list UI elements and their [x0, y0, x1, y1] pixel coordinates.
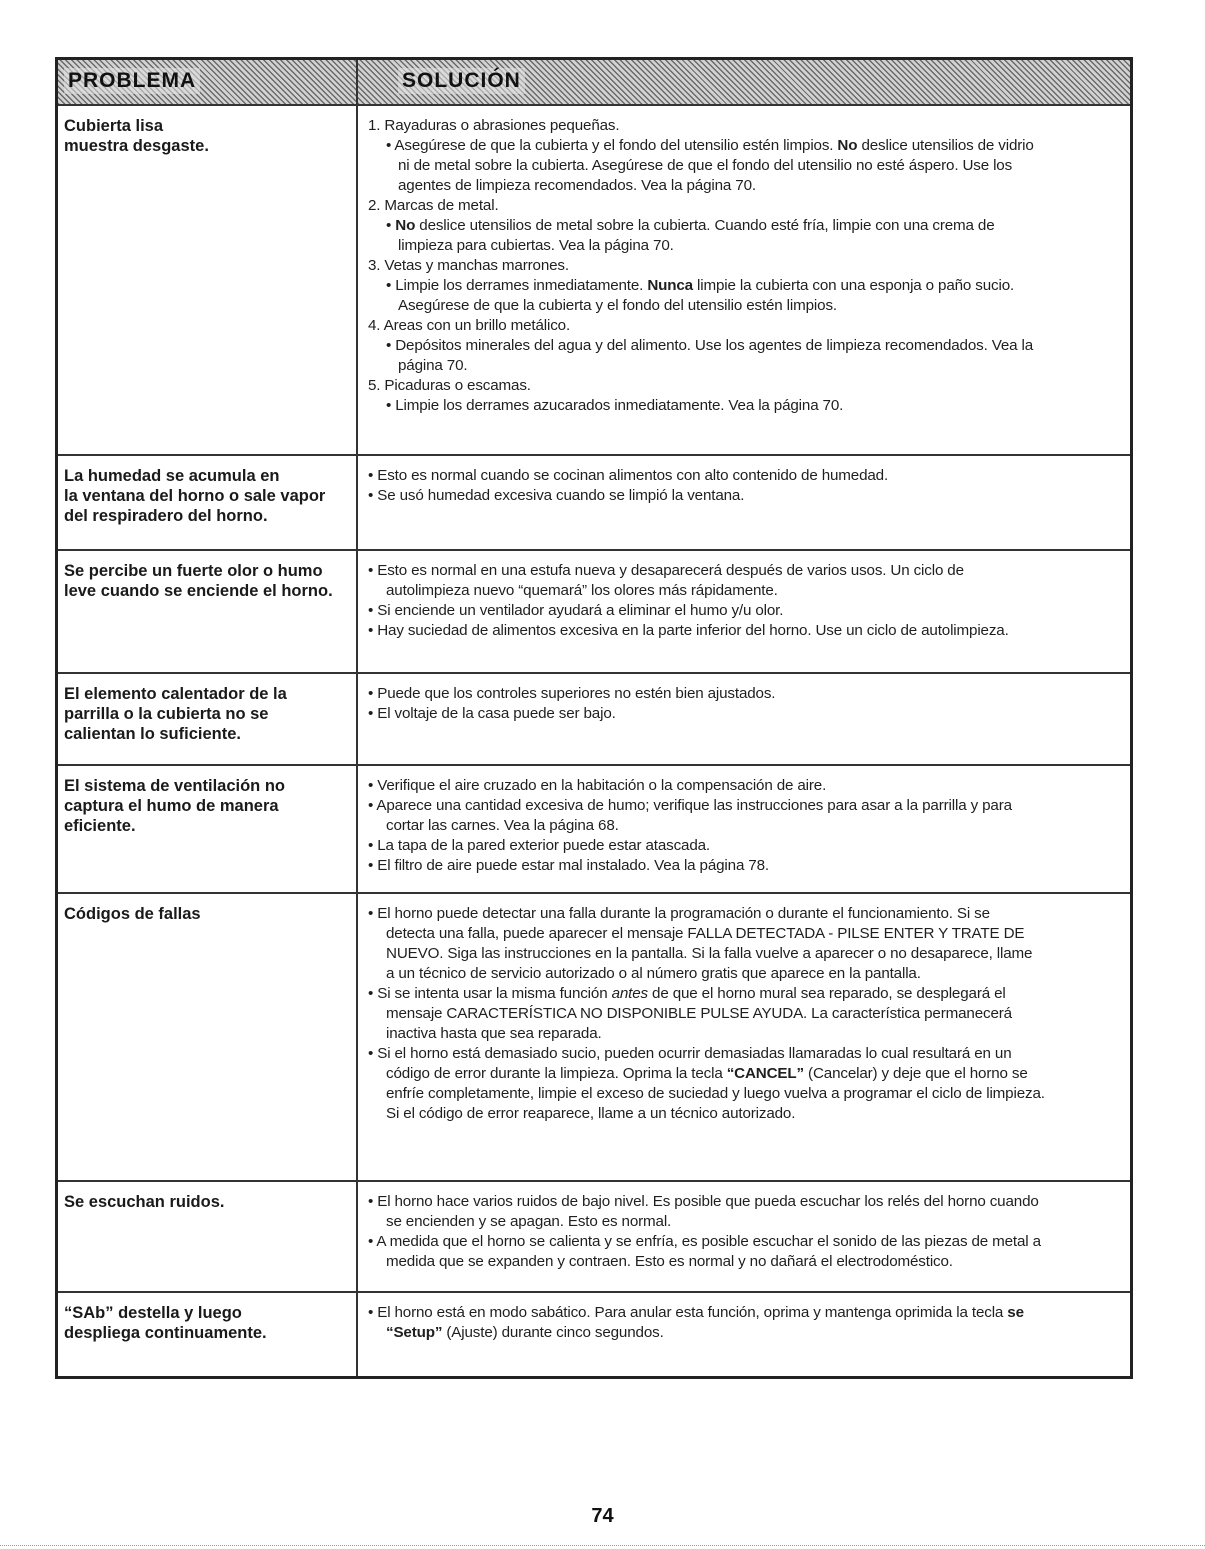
problem-text: muestra desgaste. [64, 137, 209, 155]
problem-text: leve cuando se enciende el horno. [64, 582, 333, 600]
column-divider [356, 674, 358, 764]
problem-text: La humedad se acumula en [64, 467, 280, 485]
solution-text: 2. Marcas de metal. [368, 197, 499, 214]
solution-text: Asegúrese de que la cubierta y el fondo del utensilio estén limpios. [398, 297, 837, 314]
problem-text: captura el humo de manera [64, 797, 279, 815]
solution-text: • Depósitos minerales del agua y del alimento. Use los agentes de limpieza recomendados. Vea la [386, 337, 1034, 354]
solution-text: • Verifique el aire cruzado en la habitación o la compensación de aire. [368, 777, 827, 794]
solution-text: agentes de limpieza recomendados. Vea la página 70. [398, 177, 756, 194]
problem-text: “SAb” destella y luego [64, 1304, 242, 1322]
solution-line [368, 704, 1128, 724]
problem-text: despliega continuamente. [64, 1324, 267, 1342]
page-edge [0, 1545, 1205, 1547]
solution-text: • El horno hace varios ruidos de bajo nivel. Es posible que pueda escuchar los relés del horno cuando [368, 1193, 1039, 1210]
table-row [58, 894, 1130, 1182]
problem-text: Códigos de fallas [64, 905, 201, 923]
solution-line [368, 776, 1128, 796]
solution-text: • El voltaje de la casa puede ser bajo. [368, 705, 616, 722]
problem-text: Se percibe un fuerte olor o humo [64, 562, 323, 580]
bold-text: “CANCEL” [726, 1065, 804, 1082]
solution-text: Si el código de error reaparece, llame a un técnico autorizado. [386, 1105, 796, 1122]
solution-text: • El filtro de aire puede estar mal instalado. Vea la página 78. [368, 857, 769, 874]
page-number: 74 [591, 1505, 614, 1527]
solution-text: cortar las carnes. Vea la página 68. [386, 817, 619, 834]
problem-cell [64, 1192, 349, 1212]
column-divider [356, 894, 358, 1180]
column-divider [356, 551, 358, 672]
solution-line [368, 924, 1128, 944]
problem-text: El elemento calentador de la [64, 685, 287, 703]
solution-cell [368, 1192, 1128, 1272]
bold-text: se [1007, 1304, 1024, 1321]
problem-text: eficiente. [64, 817, 136, 835]
solution-text: limpie la cubierta con una esponja o paño sucio. [692, 277, 1015, 294]
bold-text: “Setup” [386, 1324, 443, 1341]
solution-text: • Hay suciedad de alimentos excesiva en la parte inferior del horno. Use un ciclo de autolimpieza. [368, 622, 1009, 639]
problem-text: Se escuchan ruidos. [64, 1193, 225, 1211]
solution-line [368, 1212, 1128, 1232]
solution-line [368, 561, 1128, 581]
column-divider [356, 456, 358, 549]
table-row [58, 456, 1130, 551]
problem-text: calientan lo suficiente. [64, 725, 241, 743]
solution-text: • Si el horno está demasiado sucio, pueden ocurrir demasiadas llamaradas lo cual resultará en un [368, 1045, 1012, 1062]
column-divider [356, 1182, 358, 1291]
solution-line [368, 296, 1128, 316]
solution-text: autolimpieza nuevo “quemará” los olores más rápidamente. [386, 582, 778, 599]
solution-text: de que el horno mural sea reparado, se desplegará el [647, 985, 1006, 1002]
solution-text: • A medida que el horno se calienta y se enfría, es posible escuchar el sonido de las piezas de metal a [368, 1233, 1041, 1250]
solution-line [368, 684, 1128, 704]
solution-line [368, 316, 1128, 336]
problem-cell [64, 116, 349, 156]
solution-text: • Esto es normal cuando se cocinan alimentos con alto contenido de humedad. [368, 467, 889, 484]
solution-text: a un técnico de servicio autorizado o al número gratis que aparece en la pantalla. [386, 965, 921, 982]
solution-text: se encienden y se apagan. Esto es normal. [386, 1213, 672, 1230]
problem-cell [64, 466, 349, 526]
solution-line [368, 196, 1128, 216]
problem-cell [64, 684, 349, 744]
solution-text: 3. Vetas y manchas marrones. [368, 257, 569, 274]
table-header [58, 60, 1130, 106]
solution-text: 1. Rayaduras o abrasiones pequeñas. [368, 117, 620, 134]
problem-text: la ventana del horno o sale vapor [64, 487, 326, 505]
solution-text: • Se usó humedad excesiva cuando se limpió la ventana. [368, 487, 745, 504]
solution-text: • Aparece una cantidad excesiva de humo; verifique las instrucciones para asar a la parrilla y para [368, 797, 1012, 814]
column-divider [356, 106, 358, 454]
solution-text: limpieza para cubiertas. Vea la página 70. [398, 237, 674, 254]
solution-line [368, 156, 1128, 176]
troubleshooting-table [55, 57, 1133, 1379]
solution-cell [368, 466, 1128, 506]
bold-text: No [837, 137, 858, 154]
solution-text: medida que se expanden y contraen. Esto es normal y no dañará el electrodoméstico. [386, 1253, 953, 1270]
solution-line [368, 336, 1128, 356]
solution-text: • Limpie los derrames azucarados inmediatamente. Vea la página 70. [386, 397, 844, 414]
solution-line [368, 356, 1128, 376]
solution-text: • Si se intenta usar la misma función [368, 985, 612, 1002]
solution-line [368, 836, 1128, 856]
solution-line [368, 944, 1128, 964]
solution-text: inactiva hasta que sea reparada. [386, 1025, 602, 1042]
solution-line [368, 621, 1128, 641]
column-divider [356, 1293, 358, 1376]
solution-text: código de error durante la limpieza. Oprima la tecla [386, 1065, 727, 1082]
solution-text: enfríe completamente, limpie el exceso de suciedad y luego vuelva a programar el ciclo de limpieza. [386, 1085, 1045, 1102]
solution-text: • Asegúrese de que la cubierta y el fondo del utensilio estén limpios. [386, 137, 838, 154]
solution-line [368, 216, 1128, 236]
problem-cell [64, 904, 349, 924]
solution-line [368, 1303, 1128, 1323]
header-divider [356, 60, 358, 104]
solution-line [368, 1084, 1128, 1104]
column-divider [356, 766, 358, 892]
solution-line [368, 1104, 1128, 1124]
solution-line [368, 1024, 1128, 1044]
solution-line [368, 1004, 1128, 1024]
solution-line [368, 1044, 1128, 1064]
solution-text: (Cancelar) y deje que el horno se [803, 1065, 1028, 1082]
solution-line [368, 1064, 1128, 1084]
solution-line [368, 964, 1128, 984]
problem-text: El sistema de ventilación no [64, 777, 285, 795]
solution-line [368, 796, 1128, 816]
solution-line [368, 236, 1128, 256]
solution-line [368, 376, 1128, 396]
solution-line [368, 176, 1128, 196]
solution-cell [368, 684, 1128, 724]
bold-text: Nunca [647, 277, 693, 294]
solution-text: ni de metal sobre la cubierta. Asegúrese de que el fondo del utensilio no esté áspero. Use los [398, 157, 1013, 174]
solution-text: • Si enciende un ventilador ayudará a eliminar el humo y/u olor. [368, 602, 784, 619]
solution-text: • Limpie los derrames inmediatamente. [386, 277, 648, 294]
solution-line [368, 466, 1128, 486]
solution-text: (Ajuste) durante cinco segundos. [442, 1324, 664, 1341]
solution-cell [368, 116, 1128, 416]
solution-text: • Puede que los controles superiores no estén bien ajustados. [368, 685, 776, 702]
solution-text: NUEVO. Siga las instrucciones en la pantalla. Si la falla vuelve a aparecer o no desaparece, llame [386, 945, 1033, 962]
solution-line [368, 856, 1128, 876]
table-row [58, 674, 1130, 766]
problem-text: parrilla o la cubierta no se [64, 705, 269, 723]
solution-cell [368, 561, 1128, 641]
solution-text: deslice utensilios de vidrio [857, 137, 1034, 154]
table-row [58, 551, 1130, 674]
solution-line [368, 136, 1128, 156]
solution-text: página 70. [398, 357, 468, 374]
solution-cell [368, 776, 1128, 876]
problem-cell [64, 561, 349, 601]
solution-line [368, 1232, 1128, 1252]
solution-line [368, 581, 1128, 601]
solution-line [368, 816, 1128, 836]
bold-text: No [395, 217, 416, 234]
solution-line [368, 984, 1128, 1004]
solution-column-header: SOLUCIÓN [398, 68, 525, 94]
table-row [58, 106, 1130, 456]
table-row [58, 766, 1130, 894]
solution-line [368, 276, 1128, 296]
problem-cell [64, 1303, 349, 1343]
solution-text: detecta una falla, puede aparecer el mensaje FALLA DETECTADA - PILSE ENTER Y TRATE DE [386, 925, 1025, 942]
table-row [58, 1182, 1130, 1293]
solution-cell [368, 1303, 1128, 1343]
problem-text: Cubierta lisa [64, 117, 164, 135]
solution-text: 4. Areas con un brillo metálico. [368, 317, 571, 334]
solution-line [368, 1192, 1128, 1212]
solution-line [368, 256, 1128, 276]
problem-column-header: PROBLEMA [64, 68, 200, 94]
italic-text: antes [611, 985, 648, 1002]
solution-cell [368, 904, 1128, 1124]
solution-text: • El horno está en modo sabático. Para anular esta función, oprima y mantenga oprimida la tecla [368, 1304, 1008, 1321]
problem-cell [64, 776, 349, 836]
solution-line [368, 486, 1128, 506]
solution-line [368, 1252, 1128, 1272]
solution-line [368, 396, 1128, 416]
solution-line [368, 904, 1128, 924]
solution-line [368, 116, 1128, 136]
solution-text: 5. Picaduras o escamas. [368, 377, 531, 394]
solution-text: • Esto es normal en una estufa nueva y desaparecerá después de varios usos. Un ciclo de [368, 562, 964, 579]
solution-text: • [386, 217, 396, 234]
solution-text: mensaje CARACTERÍSTICA NO DISPONIBLE PULSE AYUDA. La característica permanecerá [386, 1005, 1012, 1022]
table-row [58, 1293, 1130, 1376]
solution-line [368, 1323, 1128, 1343]
solution-text: • La tapa de la pared exterior puede estar atascada. [368, 837, 711, 854]
problem-text: del respiradero del horno. [64, 507, 268, 525]
solution-line [368, 601, 1128, 621]
solution-text: deslice utensilios de metal sobre la cubierta. Cuando esté fría, limpie con una crema de [415, 217, 995, 234]
solution-text: • El horno puede detectar una falla durante la programación o durante el funcionamiento. Si se [368, 905, 990, 922]
